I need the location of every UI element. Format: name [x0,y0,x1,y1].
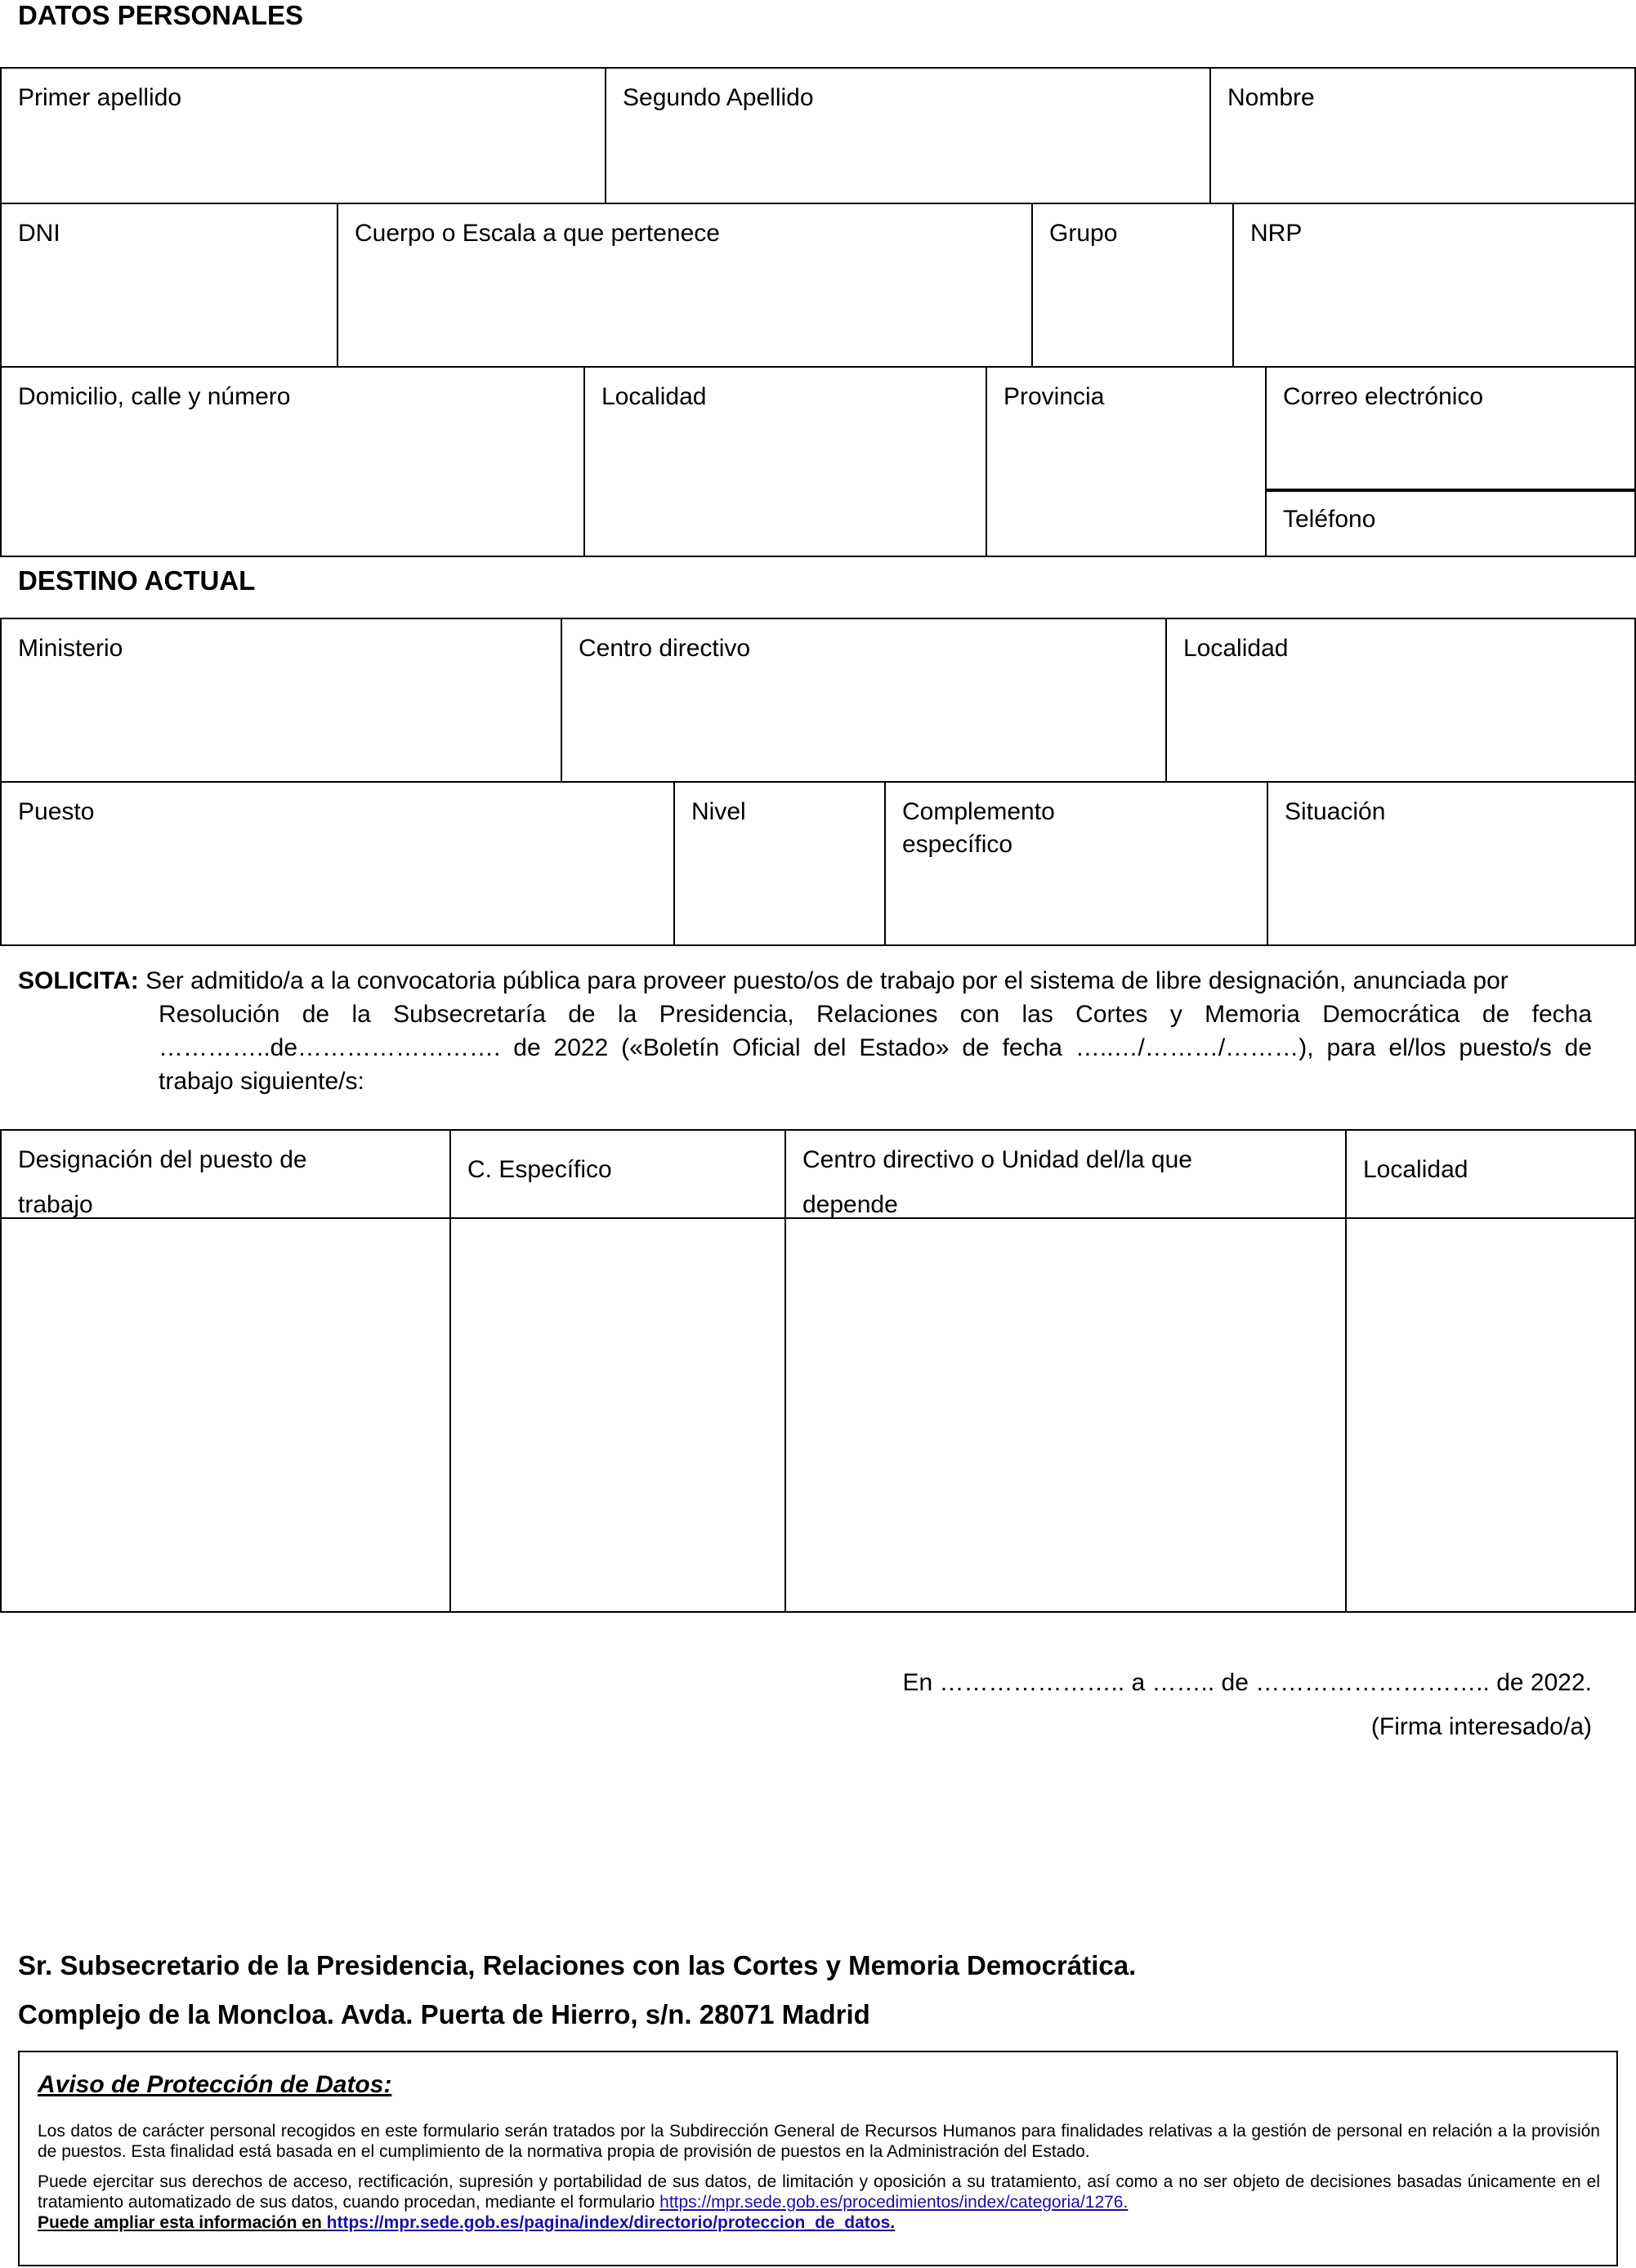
telefono-label: Teléfono [1283,506,1376,533]
nrp-field[interactable] [1232,203,1636,368]
dni-field[interactable] [0,203,338,368]
header-designacion-text: Designación del puesto de trabajo [18,1146,307,1218]
positions-cell-centro[interactable] [784,1217,1347,1613]
header-centro-text: Centro directivo o Unidad del/la que depende [802,1146,1192,1218]
segundo-apellido-field[interactable] [605,67,1211,204]
complemento-label: Complemento específico [902,798,1055,858]
privacy-more-info [38,2212,1600,2233]
puesto-field[interactable] [0,781,675,946]
more-info-suffix: . [890,2213,896,2232]
signature-label: (Firma interesado/a) [1370,1713,1592,1740]
dni-label: DNI [18,220,60,247]
cuerpo-field[interactable] [337,203,1033,368]
centro-directivo-field[interactable] [561,618,1167,783]
header-especifico-text: C. Específico [467,1156,612,1183]
positions-header-centro [784,1129,1347,1219]
nivel-label: Nivel [691,798,746,825]
grupo-label: Grupo [1049,220,1118,247]
provincia-field[interactable] [986,366,1267,557]
address-line-1: Sr. Subsecretario de la Presidencia, Relaciones con las Cortes y Memoria Democrática. [18,1950,1137,1980]
date-line: En ………………….. a …….. de ……………………….. de 2022. [902,1669,1592,1696]
positions-cell-especifico[interactable] [449,1217,786,1613]
segundo-apellido-label: Segundo Apellido [623,84,814,111]
ministerio-label: Ministerio [18,635,123,662]
section-title-personal: DATOS PERSONALES [18,0,303,30]
destino-localidad-field[interactable] [1165,618,1636,783]
primer-apellido-label: Primer apellido [18,84,182,111]
nivel-field[interactable] [673,781,886,946]
privacy-notice-paragraph-1: Los datos de carácter personal recogidos en este formulario serán tratados por la Subdirección General de Recursos Humanos para finalidades relativas a la gestión de personal en relación a la provisión de puestos. Esta finalidad está basada en el cumplimiento de la normativa propia de provisión de puestos en la Administración del Estado. [38,2122,1600,2161]
nrp-label: NRP [1250,220,1303,247]
header-localidad-text: Localidad [1363,1156,1468,1183]
section-title-destination: DESTINO ACTUAL [18,565,256,596]
correo-label: Correo electrónico [1283,383,1484,410]
grupo-field[interactable] [1031,203,1234,368]
domicilio-field[interactable] [0,366,585,557]
more-info-prefix: Puede ampliar esta información en [38,2213,322,2232]
privacy-info-link[interactable]: https://mpr.sede.gob.es/pagina/index/directorio/proteccion_de_datos [326,2213,891,2232]
address-line-2: Complejo de la Moncloa. Avda. Puerta de Hierro, s/n. 28071 Madrid [18,1999,870,2029]
cuerpo-label: Cuerpo o Escala a que pertenece [355,220,720,247]
solicita-body: Resolución de la Subsecretaría de la Presidencia, Relaciones con las Cortes y Memoria Democrática de fecha …………..de……………………. de 2022 («Boletín Oficial del Estado» de fecha …..…/………/………), para el/los puesto/s de trabajo siguiente/s: [159,1001,1592,1095]
solicita-line1: Ser admitido/a a la convocatoria pública para proveer puesto/os de trabajo por el sistema de libre designación, anunciada por [145,967,1509,994]
nombre-field[interactable] [1209,67,1636,204]
privacy-notice-rights-text: Puede ejercitar sus derechos de acceso, rectificación, supresión y portabilidad de sus datos, de limitación y oposición a su tratamiento, así como a no ser objeto de decisiones basadas únicamente en el tratamiento automatizado de sus datos, cuando procedan, mediante el formulario [38,2172,1600,2212]
localidad-label: Localidad [601,383,707,410]
provincia-label: Provincia [1004,383,1105,410]
solicita-first-line [18,964,1592,998]
telefono-field[interactable] [1265,489,1636,557]
domicilio-label: Domicilio, calle y número [18,383,291,410]
primer-apellido-field[interactable] [0,67,606,204]
privacy-notice-paragraph-2 [38,2172,1600,2212]
positions-header-especifico [449,1129,786,1219]
rights-form-link[interactable]: https://mpr.sede.gob.es/procedimientos/index/categoria/1276. [659,2193,1129,2212]
privacy-notice-box [18,2051,1618,2266]
localidad-field[interactable] [583,366,987,557]
positions-cell-localidad[interactable] [1345,1217,1636,1613]
centro-directivo-label: Centro directivo [579,635,751,662]
privacy-notice-title: Aviso de Protección de Datos: [38,2071,392,2098]
positions-header-designacion [0,1129,451,1219]
positions-cell-designacion[interactable] [0,1217,451,1613]
puesto-label: Puesto [18,798,95,825]
positions-header-localidad [1345,1129,1636,1219]
situacion-label: Situación [1285,798,1386,825]
situacion-field[interactable] [1267,781,1636,946]
correo-field[interactable] [1265,366,1636,492]
complemento-field[interactable] [884,781,1268,946]
ministerio-field[interactable] [0,618,562,783]
nombre-label: Nombre [1227,84,1315,111]
destino-localidad-label: Localidad [1183,635,1289,662]
solicita-label: SOLICITA: [18,967,139,994]
